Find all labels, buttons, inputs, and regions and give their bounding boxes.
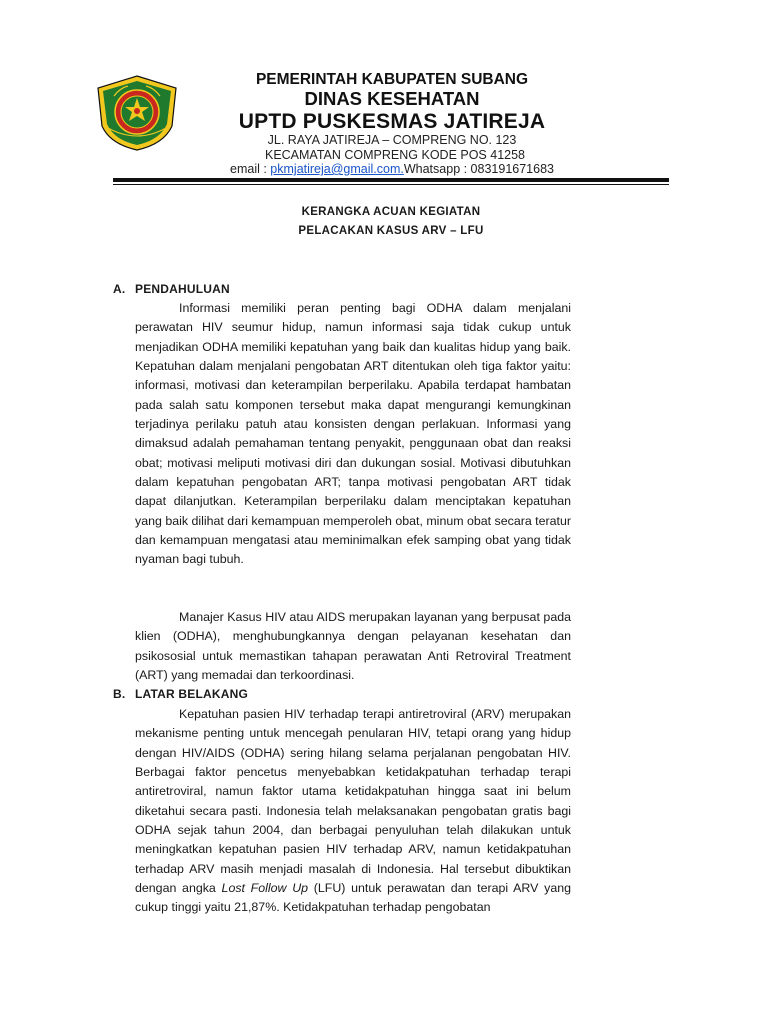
government-name: PEMERINTAH KABUPATEN SUBANG bbox=[255, 71, 529, 88]
letterhead-divider-thick bbox=[113, 178, 669, 182]
section-b-letter: B. bbox=[113, 687, 126, 701]
section-a-heading bbox=[113, 282, 230, 296]
document-subtitle: PELACAKAN KASUS ARV – LFU bbox=[298, 225, 484, 237]
contact-line bbox=[186, 163, 598, 176]
section-b-heading bbox=[113, 687, 248, 701]
whatsapp-number: Whatsapp : 083191671683 bbox=[403, 162, 554, 176]
section-a-title: PENDAHULUAN bbox=[135, 282, 230, 296]
section-a-paragraph-2: Manajer Kasus HIV atau AIDS merupakan layanan yang berpusat pada klien (ODHA), menghubungkannya dengan pelayanan kesehatan dan psikososial untuk memastikan tahapan perawatan Anti Retroviral Treatment (ART) yang memadai dan terkoordinasi. bbox=[135, 610, 571, 683]
document-title: KERANGKA ACUAN KEGIATAN bbox=[301, 206, 481, 218]
kabupaten-subang-logo bbox=[94, 74, 180, 152]
section-a-paragraph-1: Informasi memiliki peran penting bagi ODHA dalam menjalani perawatan HIV seumur hidup, namun informasi saja tidak cukup untuk menjadikan ODHA memiliki kepatuhan yang baik dan kualitas hidup yang baik. Kepatuhan dalam menjalani pengobatan ART ditentukan oleh tiga faktor yaitu: informasi, motivasi dan keterampilan berperilaku. Apabila terdapat hambatan pada salah satu komponen tersebut maka dapat mengurangi kemungkinan terjadinya perilaku patuh atau konsisten dengan perlakuan. Informasi yang dimaksud adalah pemahaman tentang penyakit, penggunaan obat dan reaksi obat; motivasi meliputi motivasi diri dan dukungan sosial. Motivasi dibutuhkan dalam kepatuhan pengobatan ART; tanpa motivasi pengobatan ART tidak dapat dilanjutkan. Keterampilan berperilaku dalam menciptakan kepatuhan yang baik dilihat dari kemampuan memperoleh obat, minum obat secara teratur dan kemampuan mengatasi atau meminimalkan efek samping obat yang tidak nyaman bagi tubuh. bbox=[135, 301, 571, 567]
section-b-paragraph-1 bbox=[135, 705, 571, 918]
section-a-letter: A. bbox=[113, 282, 126, 296]
email-label: email : bbox=[230, 162, 271, 176]
address-line-1: JL. RAYA JATIREJA – COMPRENG NO. 123 bbox=[267, 133, 517, 147]
letterhead bbox=[186, 70, 598, 176]
section-b-text-1: Kepatuhan pasien HIV terhadap terapi antiretroviral (ARV) merupakan mekanisme penting untuk mencegah penularan HIV, tetapi orang yang hidup dengan HIV/AIDS (ODHA) sering hilang selama perjalanan pengobatan HIV. Berbagai faktor pencetus menyebabkan ketidakpatuhan terhadap terapi antiretroviral, namun faktor utama ketidakpatuhan hingga saat ini belum diketahui secara pasti. Indonesia telah melaksanakan pengobatan gratis bagi ODHA sejak tahun 2004, dan berbagai penyuluhan telah dilakukan untuk meningkatkan kepatuhan pasien HIV terhadap ARV, namun ketidakpatuhan terhadap ARV masih menjadi masalah di Indonesia. Hal tersebut dibuktikan dengan angka bbox=[135, 707, 571, 896]
institution-name: UPTD PUSKESMAS JATIREJA bbox=[238, 110, 546, 133]
section-b-title: LATAR BELAKANG bbox=[135, 687, 249, 701]
address-line-2: KECAMATAN COMPRENG KODE POS 41258 bbox=[264, 147, 526, 162]
letterhead-divider-thin bbox=[113, 184, 669, 185]
section-b-text-2: (LFU) untuk perawatan dan terapi ARV yang cukup tinggi yaitu 21,87%. Ketidakpatuhan terhadap pengobatan bbox=[135, 881, 571, 915]
lost-follow-up-term: Lost Follow Up bbox=[221, 881, 309, 896]
email-link[interactable]: pkmjatireja@gmail.com. bbox=[270, 162, 404, 176]
department-name: DINAS KESEHATAN bbox=[304, 87, 480, 109]
